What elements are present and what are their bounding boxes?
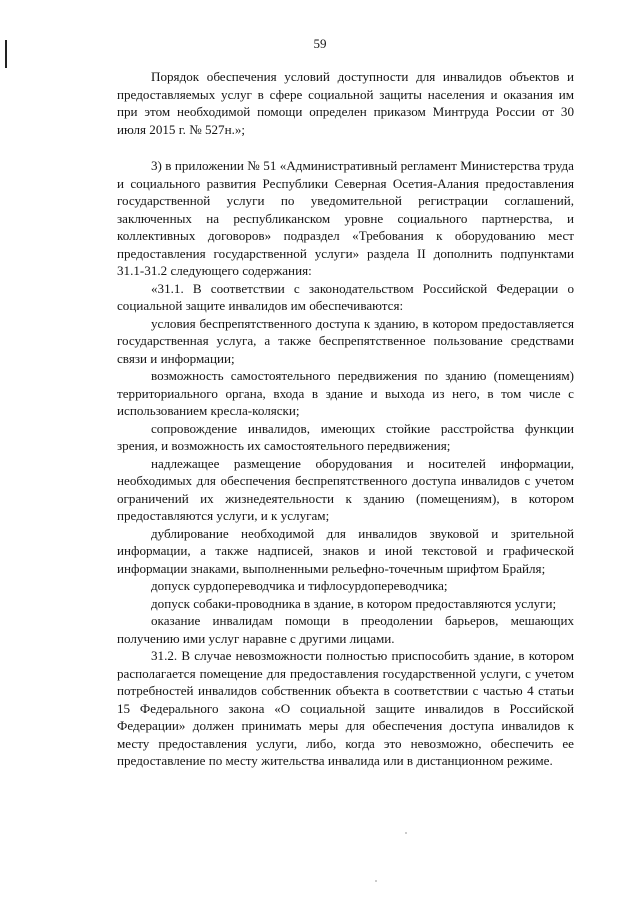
clause-31-2: 31.2. В случае невозможности полностью приспособить здание, в котором располагается помещение для предоставления государственной услуги, с учетом потребностей инвалидов собственник объекта в соответствии с частью 4 статьи 15 Федерального закона «О социальной защите инвалидов в Российской Федерации» должен принимать меры для обеспечения доступа инвалидов к месту предоставления услуги, либо, когда это невозможно, обеспечить ее предоставление по месту жительства инвалида или в дистанционном режиме. (117, 648, 574, 768)
clause-31-1-item: допуск собаки-проводника в здание, в котором предоставляются услуги; (151, 595, 557, 611)
clause-31-1-lead: «31.1. В соответствии с законодательством Российской Федерации о социальной защите инвалидов им обеспечиваются: (117, 280, 574, 313)
scan-speck (405, 832, 407, 834)
clause-31-1-item: оказание инвалидам помощи в преодолении барьеров, мешающих получению ими услуг наравне с другими лицами. (117, 613, 574, 646)
page-number: 59 (313, 36, 327, 51)
clause-31-1-item: допуск сурдопереводчика и тифлосурдопереводчика; (151, 578, 448, 593)
scan-speck (375, 880, 377, 882)
paragraph-gap (117, 138, 574, 157)
document-body (117, 68, 574, 770)
intro-paragraph: Порядок обеспечения условий доступности для инвалидов объектов и предоставляемых услуг в сфере социальной защиты населения и оказания им при этом необходимой помощи определен приказом Минтруда России от 30 июля 2015 г. № 527н.»; (117, 69, 574, 137)
clause-31-1-item: возможность самостоятельного передвижения по зданию (помещениям) территориального органа, входа в здание и выхода из него, в том числе с использованием кресла-коляски; (117, 368, 574, 418)
clause-31-1-item: дублирование необходимой для инвалидов звуковой и зрительной информации, а также надписей, знаков и иной текстовой и графической информации знаками, выполненными рельефно-точечным шрифтом Брайля; (117, 525, 574, 576)
clause-31-1-item: надлежащее размещение оборудования и носителей информации, необходимых для обеспечения беспрепятственного доступа инвалидов с учетом ограничений их жизнедеятельности к зданию (помещениям), в котором предоставляются услуги, и к услугам; (117, 455, 574, 523)
amendment-heading: 3) в приложении № 51 «Административный регламент Министерства труда и социального развития Республики Северная Осетия-Алания предоставления государственной услуги по уведомительной регистрации соглашений, заключенных на республиканском уровне социального партнерства, и коллективных договоров» подраздел «Требования к оборудованию мест предоставления государственной услуги» раздела II дополнить подпунктами 31.1-31.2 следующего содержания: (117, 158, 574, 278)
clause-31-1-item: сопровождение инвалидов, имеющих стойкие расстройства функции зрения, и возможность их самостоятельного передвижения; (117, 420, 574, 453)
clause-31-1-item: условия беспрепятственного доступа к зданию, в котором предоставляется государственная услуга, а также беспрепятственное пользование средствами связи и информации; (117, 315, 574, 366)
